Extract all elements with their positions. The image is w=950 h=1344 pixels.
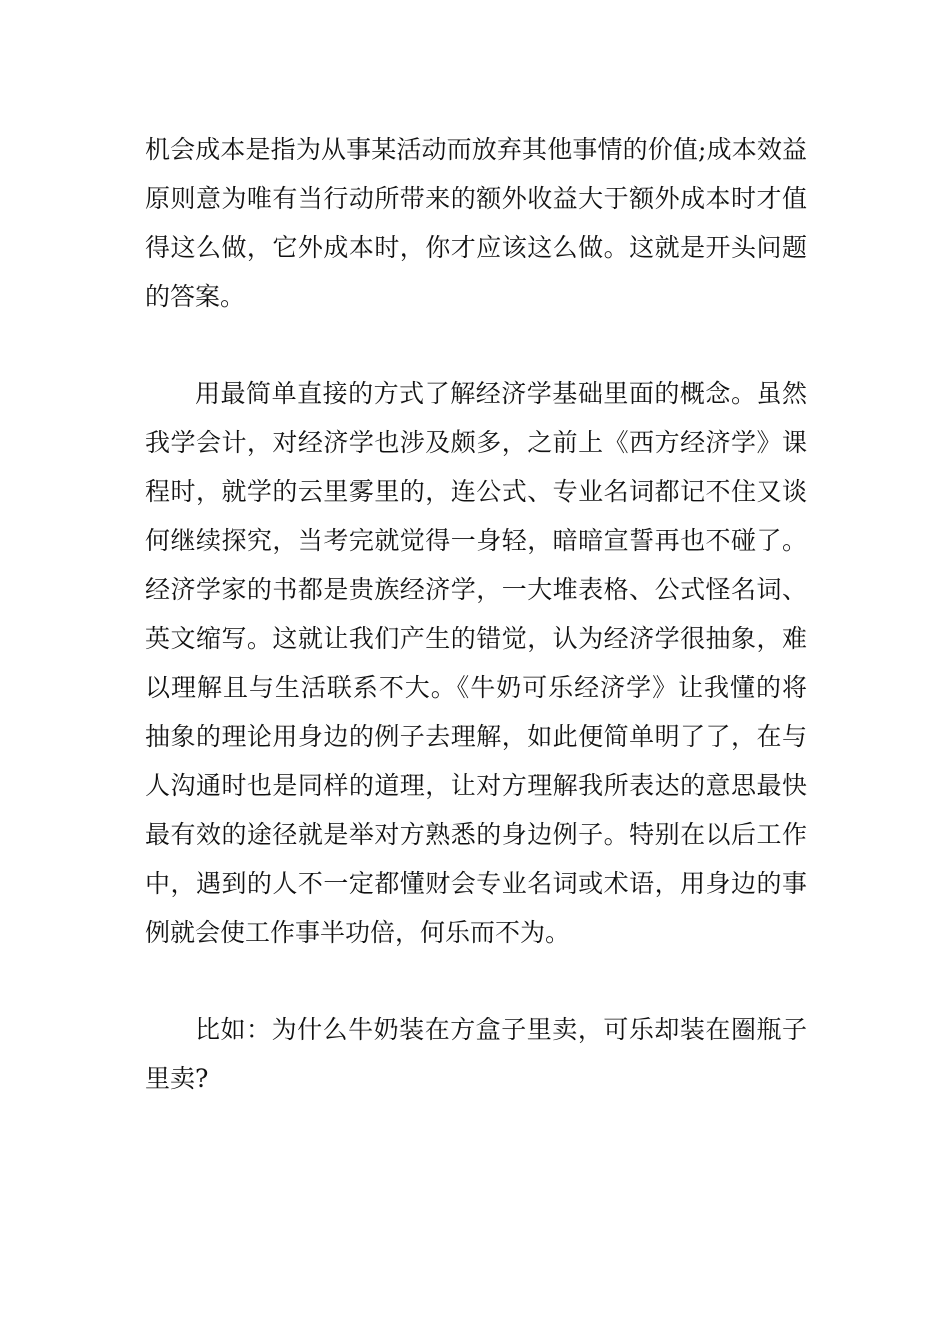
paragraph-economics-concepts: 用最简单直接的方式了解经济学基础里面的概念。虽然我学会计，对经济学也涉及颇多，之前上《西方经济学》课程时，就学的云里雾里的，连公式、专业名词都记不住又谈何继续探究，当考完就觉得一身轻，暗暗宣誓再也不碰了。经济学家的书都是贵族经济学，一大堆表格、公式怪名词、英文缩写。这就让我们产生的错觉，认为经济学很抽象，难以理解且与生活联系不大。《牛奶可乐经济学》让我懂的将抽象的理论用身边的例子去理解，如此便简单明了了，在与人沟通时也是同样的道理，让对方理解我所表达的意思最快最有效的途径就是举对方熟悉的身边例子。特别在以后工作中，遇到的人不一定都懂财会专业名词或术语，用身边的事例就会使工作事半功倍，何乐而不为。 [145,379,807,947]
document-body [145,125,807,1103]
paragraph-example-question: 比如：为什么牛奶装在方盒子里卖，可乐却装在圈瓶子里卖? [145,1015,807,1093]
paragraph-opportunity-cost: 机会成本是指为从事某活动而放弃其他事情的价值;成本效益原则意为唯有当行动所带来的额外收益大于额外成本时才值得这么做，它外成本时，你才应该这么做。这就是开头问题的答案。 [145,135,807,311]
